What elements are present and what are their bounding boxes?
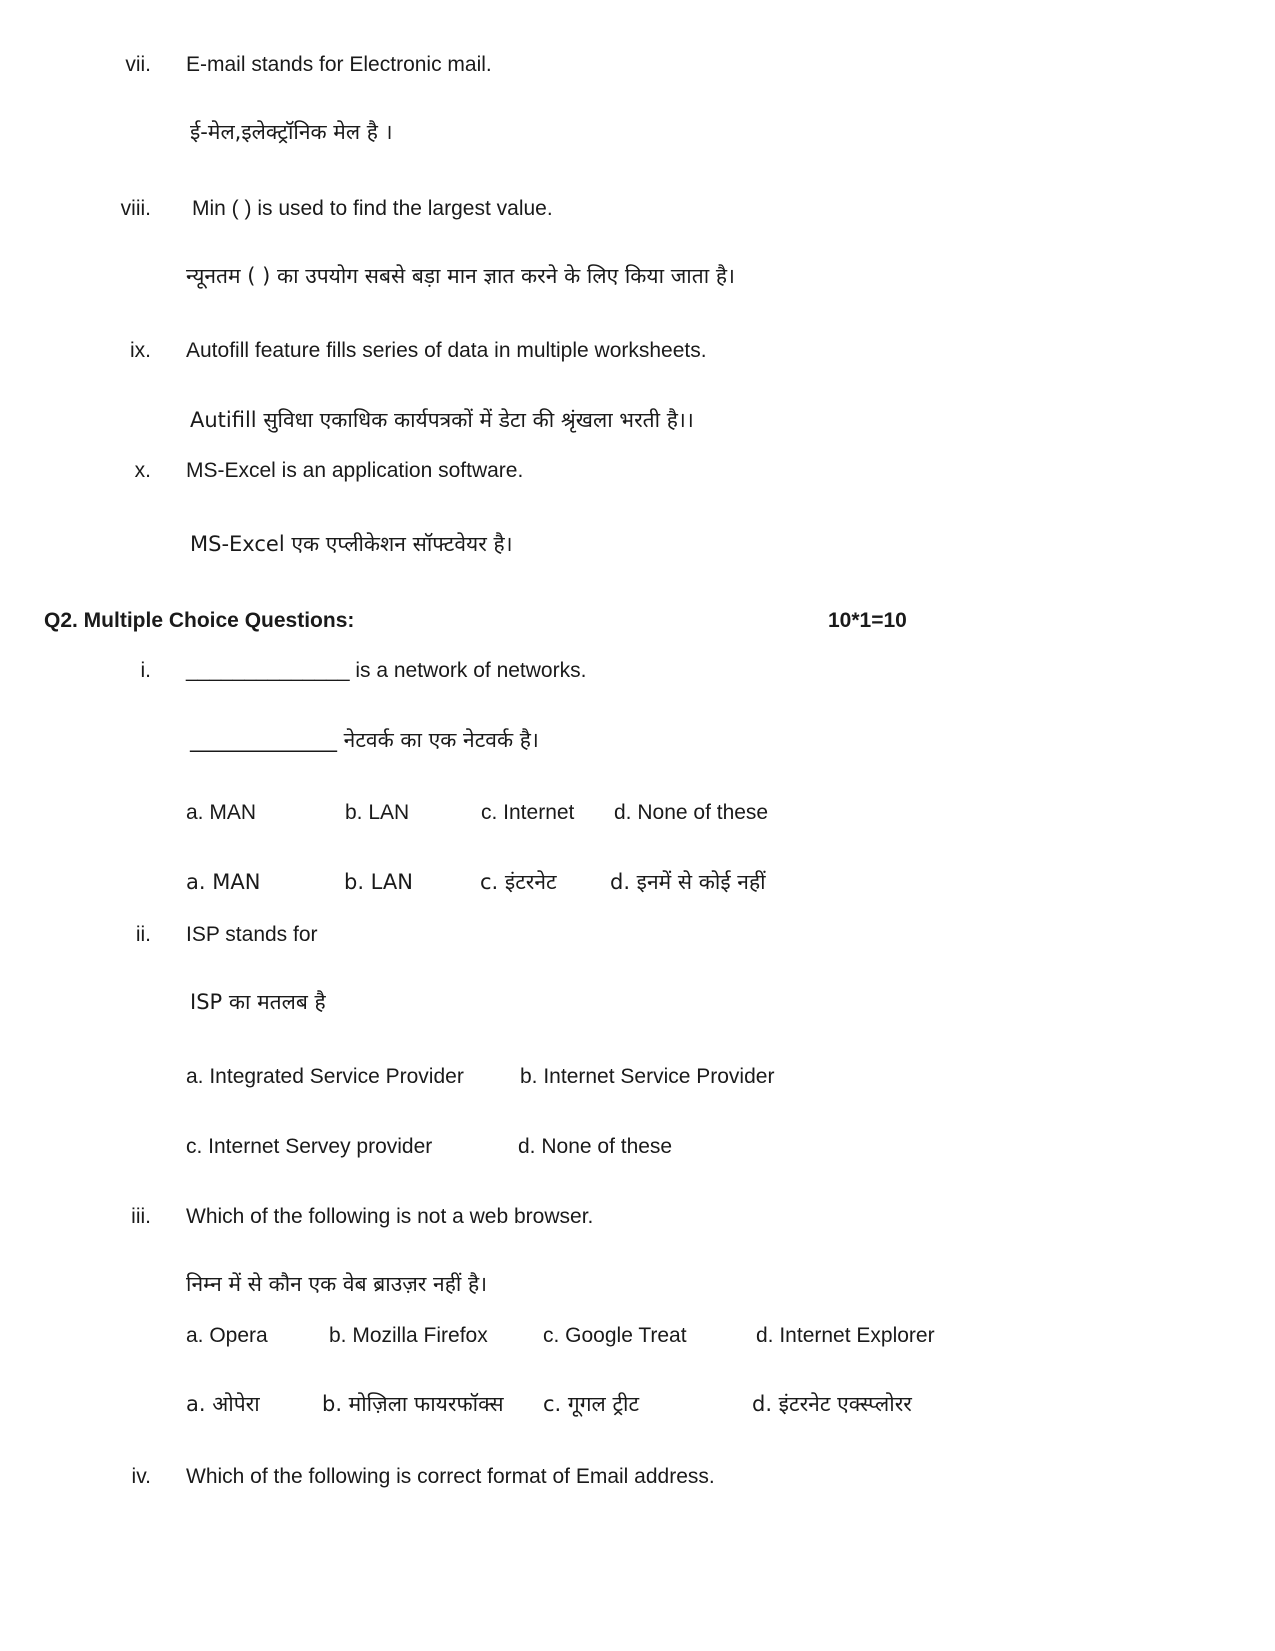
question-hindi: ISP का मतलब है: [190, 990, 326, 1014]
section-title: Q2. Multiple Choice Questions:: [44, 609, 355, 632]
option-b: b. LAN: [345, 801, 410, 824]
option-a-hindi: a. MAN: [186, 870, 261, 894]
statement-hindi: MS-Excel एक एप्लीकेशन सॉफ्टवेयर है।: [190, 532, 513, 556]
question-hindi: ______________ नेटवर्क का एक नेटवर्क है।: [190, 728, 539, 752]
option-a-hindi: a. ओपेरा: [186, 1392, 260, 1416]
statement-hindi: Autifill सुविधा एकाधिक कार्यपत्रकों में डेटा की श्रृंखला भरती है।।: [190, 408, 694, 432]
option-c-hindi: c. गूगल ट्रीट: [543, 1392, 640, 1416]
option-b-hindi: b. LAN: [344, 870, 413, 894]
option-d-hindi: d. इनमें से कोई नहीं: [610, 870, 766, 894]
statement-hindi: न्यूनतम ( ) का उपयोग सबसे बड़ा मान ज्ञात करने के लिए किया जाता है।: [186, 264, 735, 288]
item-number: vii.: [125, 53, 151, 76]
option-b: b. Mozilla Firefox: [329, 1324, 488, 1347]
option-d: d. None of these: [614, 801, 769, 824]
item-number: viii.: [120, 197, 151, 220]
statement-english: Autofill feature fills series of data in multiple worksheets.: [186, 339, 707, 362]
option-a: a. MAN: [186, 801, 257, 824]
statement-hindi: ई-मेल,इलेक्ट्रॉनिक मेल है ।: [190, 120, 393, 144]
question-english: Which of the following is not a web browser.: [186, 1205, 594, 1228]
question-number: ii.: [135, 923, 151, 946]
statement-english: MS-Excel is an application software.: [186, 459, 524, 482]
option-d: d. Internet Explorer: [756, 1324, 935, 1347]
question-english: Which of the following is correct format of Email address.: [186, 1465, 715, 1488]
option-c: c. Internet: [481, 801, 575, 824]
question-english: ISP stands for: [186, 923, 318, 946]
statement-english: Min ( ) is used to find the largest value.: [192, 197, 553, 220]
option-d-hindi: d. इंटरनेट एक्स्प्लोरर: [752, 1392, 912, 1416]
option-b-hindi: b. मोज़िला फायरफॉक्स: [322, 1392, 504, 1416]
question-hindi: निम्न में से कौन एक वेब ब्राउज़र नहीं है।: [186, 1272, 488, 1296]
option-b: b. Internet Service Provider: [520, 1065, 775, 1088]
item-number: x.: [134, 459, 151, 482]
option-a: a. Opera: [186, 1324, 268, 1347]
section-marks: 10*1=10: [828, 609, 907, 632]
question-number: iv.: [131, 1465, 151, 1488]
option-a: a. Integrated Service Provider: [186, 1065, 464, 1088]
option-c: c. Google Treat: [543, 1324, 687, 1347]
option-d: d. None of these: [518, 1135, 673, 1158]
item-number: ix.: [130, 339, 151, 362]
question-english: ______________ is a network of networks.: [186, 659, 587, 682]
question-number: i.: [140, 659, 151, 682]
statement-english: E-mail stands for Electronic mail.: [186, 53, 492, 76]
question-number: iii.: [131, 1205, 151, 1228]
option-c: c. Internet Servey provider: [186, 1135, 433, 1158]
option-c-hindi: c. इंटरनेट: [480, 870, 557, 894]
